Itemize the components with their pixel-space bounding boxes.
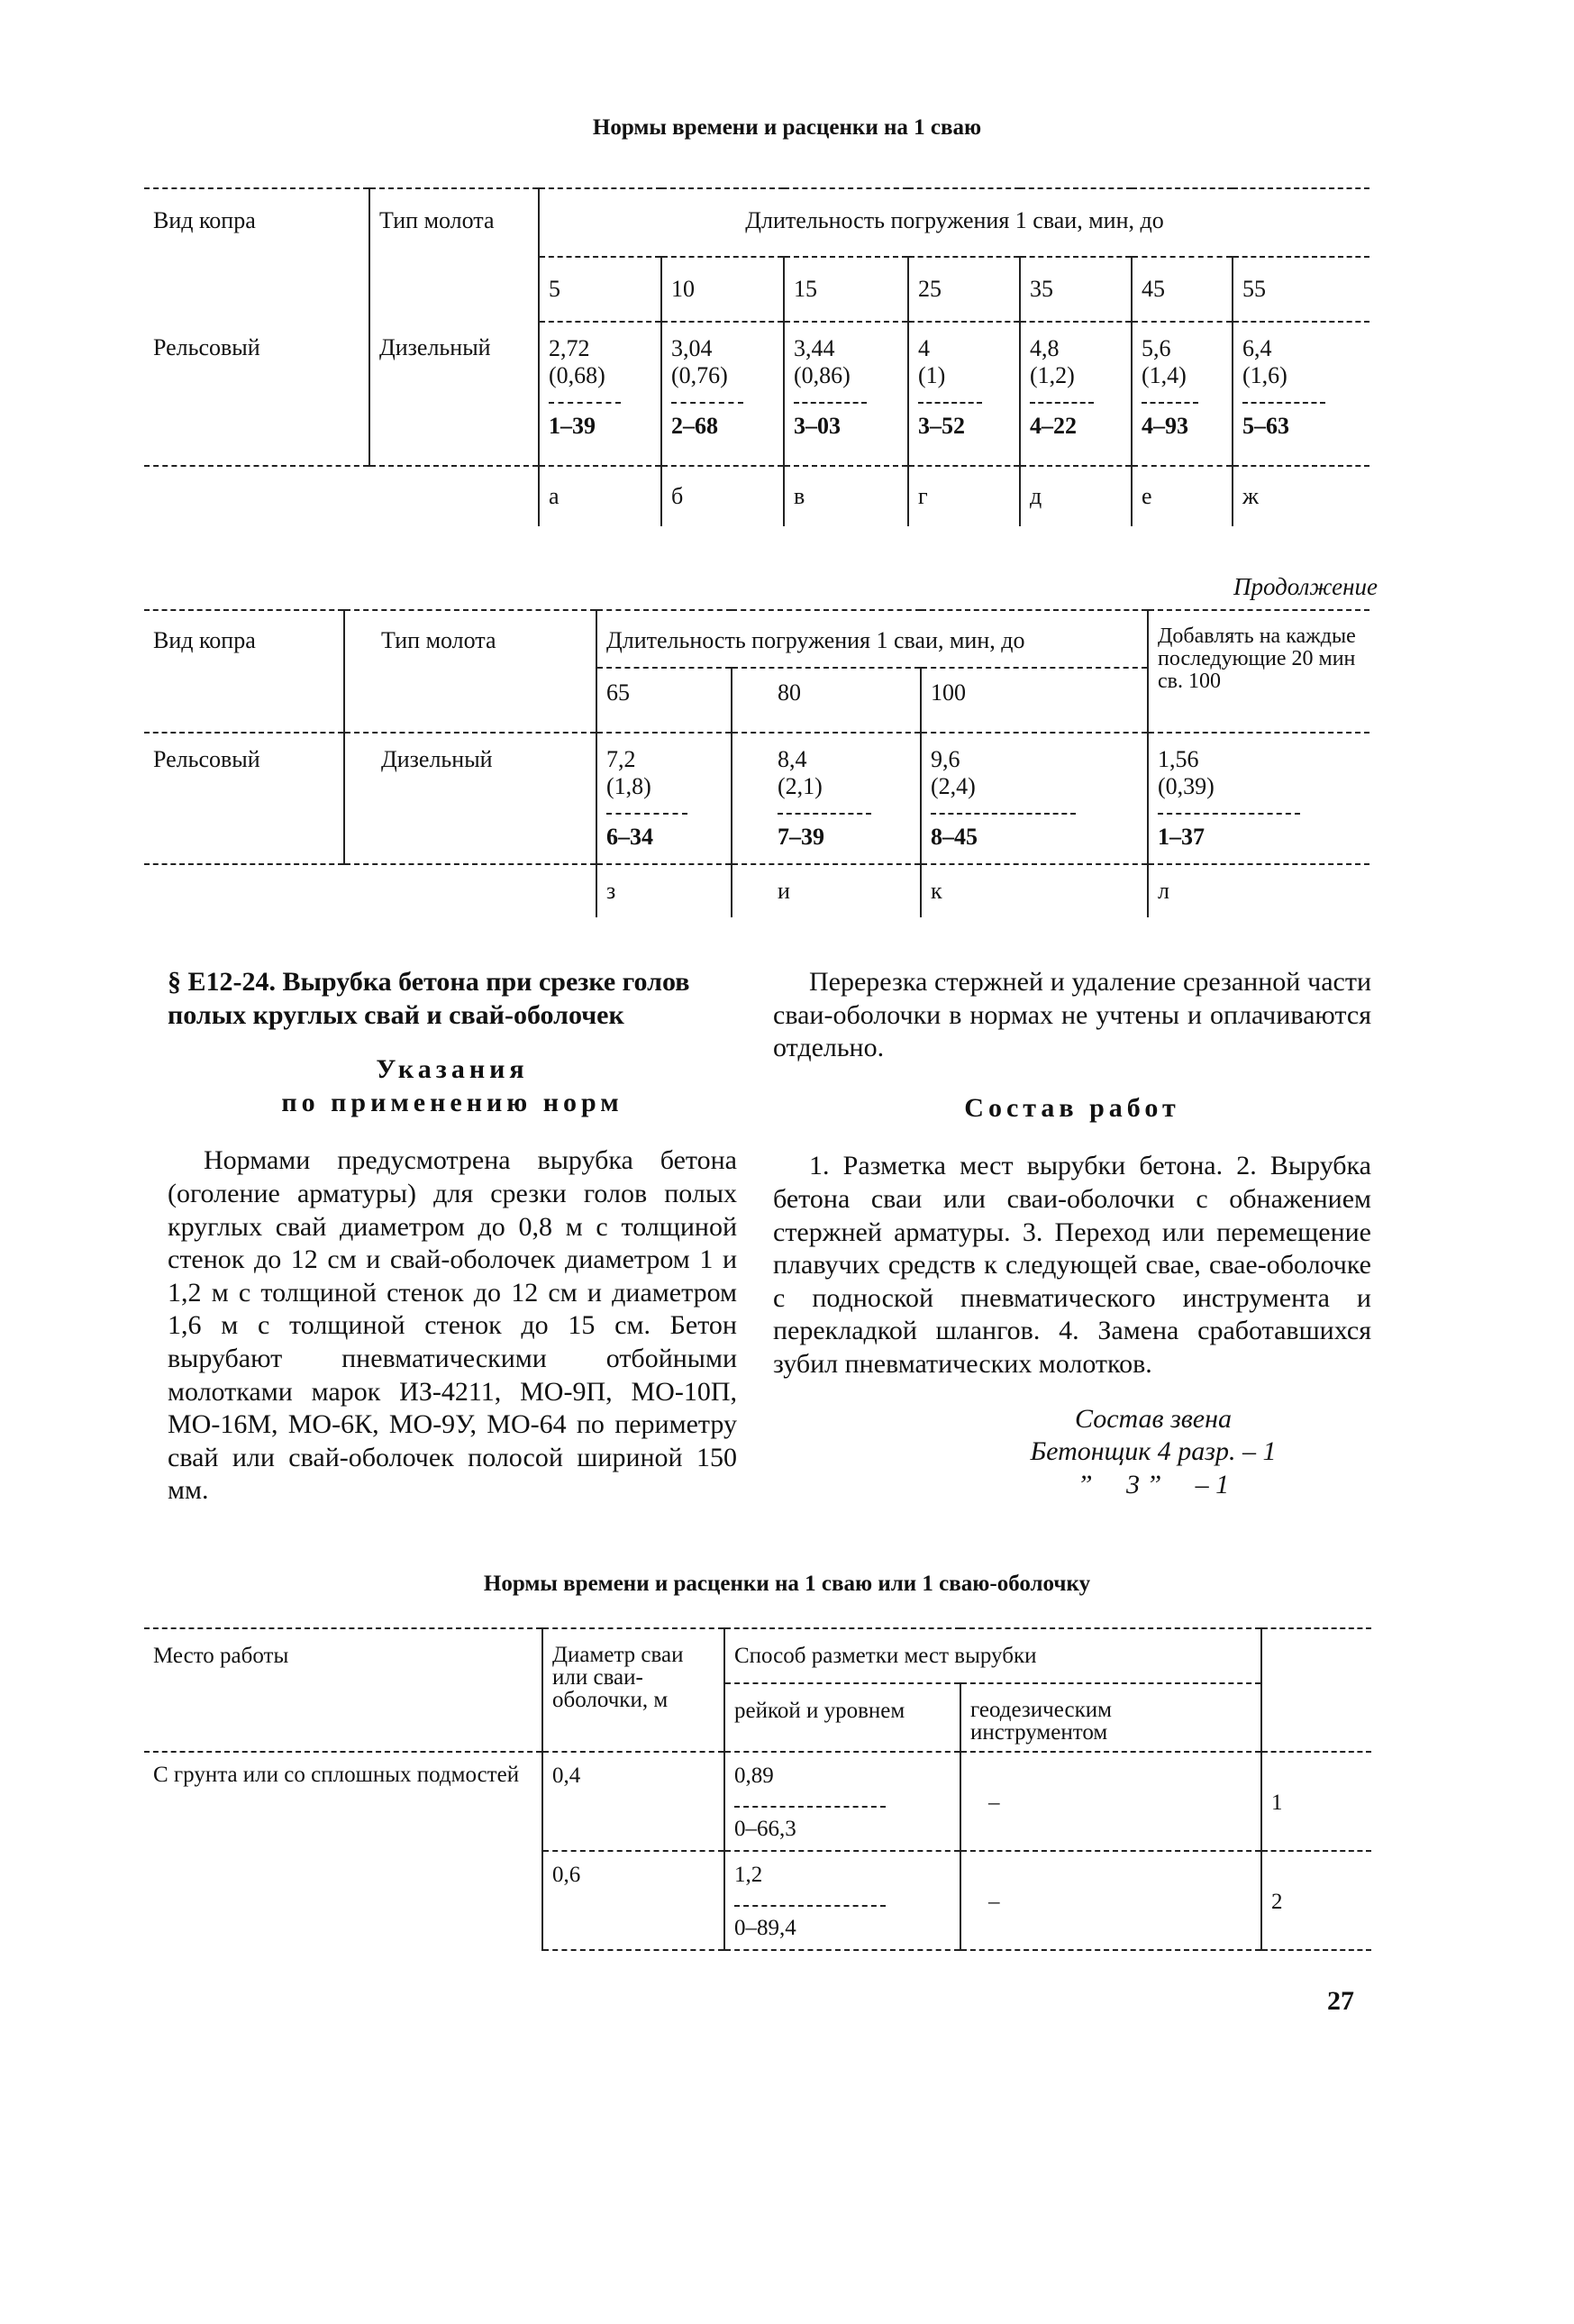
right-column xyxy=(773,966,1371,1501)
t1-header-duration: Длительность погружения 1 сваи, мин, до xyxy=(539,188,1369,257)
section-title: § Е12-24. Вырубка бетона при срезке голов полых круглых свай и свай-оболочек xyxy=(168,967,690,1030)
work-heading: Состав работ xyxy=(964,1092,1180,1123)
crew-line: Бетонщик 4 разр. – 1 xyxy=(1030,1436,1277,1467)
t3-header-rail: рейкой и уровнем xyxy=(724,1683,960,1752)
t1-letter: б xyxy=(661,466,784,526)
t2-norm-cell: 8,4 (2,1) 7–39 xyxy=(732,733,921,864)
t1-duration-cell: 15 xyxy=(784,257,908,322)
t1-letter: в xyxy=(784,466,908,526)
t2-header-add: Добавлять на каждые последующие 20 мин св. 100 xyxy=(1148,610,1369,733)
table1-caption: Нормы времени и расценки на 1 сваю xyxy=(592,115,982,140)
t1-letter: ж xyxy=(1242,482,1259,509)
t2-letter: л xyxy=(1158,877,1169,904)
t1-duration-cell: 35 xyxy=(1020,257,1132,322)
t1-norm-cell: 4 (1) 3–52 xyxy=(908,322,1020,466)
t1-norm-cell: 3,44 (0,86) 3–03 xyxy=(784,322,908,466)
t3-geo-cell: – xyxy=(960,1851,1261,1950)
t1-letter: а xyxy=(539,466,661,526)
t2-norm-cell: 1,56 (0,39) 1–37 xyxy=(1148,733,1369,864)
t3-row-number: 1 xyxy=(1261,1752,1371,1851)
page-number: 27 xyxy=(1327,1986,1354,2016)
t3-place: С грунта или со сплошных подмостей xyxy=(144,1752,542,1950)
table3-caption: Нормы времени и расценки на 1 сваю или 1 сваю-оболочку xyxy=(483,1572,1091,1596)
t1-letter: г xyxy=(908,466,1020,526)
guidance-text: Нормами предусмотрена вырубка бетона (оголение арматуры) для срезки голов полых круглых свай диаметром до 0,8 м с толщиной стенок до 12 см и свай-оболочек диаметром 1 и 1,2 м с толщиной стенок до 12 см и диаметром 1,6 м с толщиной стенок до 15 см. Бетон вырубают пневматическими отбойными молотками марок ИЗ-4211, МО-9П, МО-10П, МО-16М, МО-6К, МО-9У, МО-64 по периметру свай или свай-оболочек полосой шириной 150 мм. xyxy=(168,1145,737,1506)
t1-norm-cell: 3,04 (0,76) 2–68 xyxy=(661,322,784,466)
t2-header-molot: Тип молота xyxy=(344,610,596,733)
t2-row-kopra: Рельсовый xyxy=(144,733,344,864)
t2-norm-cell: 7,2 (1,8) 6–34 xyxy=(596,733,732,864)
t2-row-molot: Дизельный xyxy=(344,733,596,864)
t1-duration-cell: 25 xyxy=(908,257,1020,322)
work-text: 1. Разметка мест вырубки бетона. 2. Вырубка бетона сваи или сваи-оболочки с обнажением стержней арматуры. 3. Переход или перемещение плавучих средств к следующей свае, свае-оболочке с подноской пневматического инструмента и перекладкой шлангов. 4. Замена сработавшихся зубил пневматических молотков. xyxy=(773,1151,1371,1379)
t2-duration-cell: 100 xyxy=(921,668,1148,733)
table3 xyxy=(144,1627,1371,1951)
t1-letter: е xyxy=(1132,466,1233,526)
t2-letter: з xyxy=(596,864,732,917)
t3-diameter: 0,6 xyxy=(542,1851,724,1950)
t1-duration-cell: 5 xyxy=(539,257,661,322)
t1-letter: д xyxy=(1020,466,1132,526)
t2-letter: к xyxy=(921,864,1148,917)
t1-norm-cell: 2,72 (0,68) 1–39 xyxy=(539,322,661,466)
table2-continuation: Продолжение xyxy=(1233,573,1378,600)
t3-header-diameter: Диаметр сваи или сваи-оболочки, м xyxy=(542,1628,724,1752)
t1-header-kopra: Вид копра xyxy=(144,188,369,322)
t3-norm-cell: 1,2 0–89,4 xyxy=(724,1851,960,1950)
table2 xyxy=(144,609,1369,917)
t1-header-molot: Тип молота xyxy=(369,188,539,322)
exclusions-paragraph: Перерезка стержней и удаление срезанной части сваи-оболочки в нормах не учтены и оплачиваются отдельно. xyxy=(773,967,1371,1063)
t2-duration-cell: 80 xyxy=(732,668,921,733)
crew-title: Состав звена xyxy=(1074,1403,1232,1434)
t1-row-molot: Дизельный xyxy=(369,322,539,466)
t3-row-number: 2 xyxy=(1261,1851,1371,1950)
t1-duration-cell: 55 xyxy=(1233,257,1369,322)
t1-duration-cell: 10 xyxy=(661,257,784,322)
guidance-heading: Указания xyxy=(376,1054,529,1085)
t1-norm-cell: 4,8 (1,2) 4–22 xyxy=(1020,322,1132,466)
t3-header-method: Способ разметки мест вырубки xyxy=(724,1628,1261,1683)
t3-geo-cell: – xyxy=(960,1752,1261,1851)
t3-header-place: Место работы xyxy=(144,1628,542,1752)
t3-diameter: 0,4 xyxy=(542,1752,724,1851)
t2-duration-cell: 65 xyxy=(596,668,732,733)
crew-line: ” 3 ” – 1 xyxy=(1077,1469,1230,1499)
t2-norm-cell: 9,6 (2,4) 8–45 xyxy=(921,733,1148,864)
t2-header-kopra: Вид копра xyxy=(144,610,344,733)
t2-letter: и xyxy=(732,864,921,917)
guidance-heading-sub: по применению норм xyxy=(281,1087,623,1117)
table1 xyxy=(144,187,1369,526)
t3-norm-cell: 0,89 0–66,3 xyxy=(724,1752,960,1851)
left-column xyxy=(168,966,737,1508)
t1-norm-cell: 5,6 (1,4) 4–93 xyxy=(1132,322,1233,466)
t3-header-number xyxy=(1261,1628,1371,1752)
t2-header-duration: Длительность погружения 1 сваи, мин, до xyxy=(596,610,1148,668)
t1-row-kopra: Рельсовый xyxy=(144,322,369,466)
t1-norm-cell: 6,4 (1,6) 5–63 xyxy=(1233,322,1369,466)
t1-duration-cell: 45 xyxy=(1132,257,1233,322)
t3-header-geo: геодезическим инструментом xyxy=(960,1683,1261,1752)
